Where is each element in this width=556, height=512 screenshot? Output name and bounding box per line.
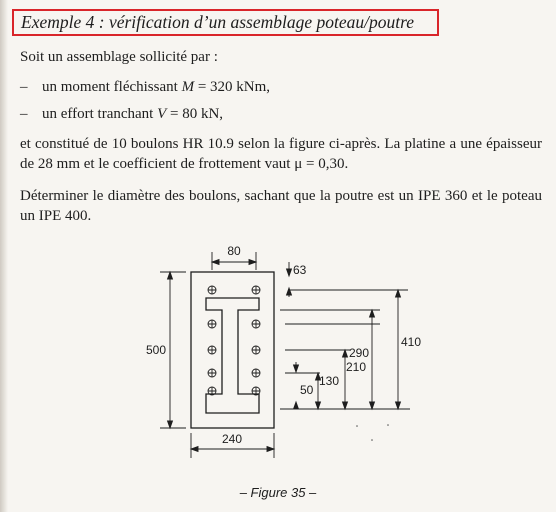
dimension-label-240: 240 bbox=[221, 432, 243, 446]
figure-caption: – Figure 35 – bbox=[239, 485, 317, 500]
paragraph-question: Déterminer le diamètre des boulons, sachant que la poutre est un IPE 360 et le poteau un IPE 400. bbox=[20, 188, 542, 224]
dimension-label-130: 130 bbox=[319, 374, 340, 388]
bolt bbox=[208, 369, 216, 377]
dimension-label-410: 410 bbox=[401, 335, 422, 349]
bolt bbox=[252, 286, 260, 294]
bolt bbox=[252, 369, 260, 377]
dimension-50 bbox=[294, 362, 299, 409]
bullet-value: = 80 kN, bbox=[166, 106, 224, 122]
dimension-label-290: 290 bbox=[348, 346, 369, 360]
dimension-label-50: 50 bbox=[300, 383, 314, 397]
bolt bbox=[252, 320, 260, 328]
dimension-210 bbox=[343, 350, 348, 409]
bullet-dash: – bbox=[20, 79, 28, 95]
bolt bbox=[208, 346, 216, 354]
dimension-label-500: 500 bbox=[145, 343, 166, 357]
bolt bbox=[208, 387, 216, 395]
dimension-290 bbox=[370, 310, 375, 409]
bolt bbox=[252, 387, 260, 395]
dimension-label-210: 210 bbox=[346, 360, 367, 374]
bullet-text: un moment fléchissant bbox=[42, 79, 182, 95]
shear-symbol: V bbox=[157, 106, 167, 122]
scan-specks bbox=[356, 424, 389, 441]
end-plate bbox=[191, 272, 274, 428]
dimension-label-63: 63 bbox=[293, 263, 307, 277]
bullet-dash: – bbox=[20, 106, 28, 122]
bolts bbox=[208, 286, 260, 395]
bolt bbox=[208, 320, 216, 328]
dimension-63 bbox=[287, 262, 292, 297]
bullet-text: un effort tranchant bbox=[42, 106, 158, 122]
dimension-label-80: 80 bbox=[227, 244, 241, 258]
bolt bbox=[252, 346, 260, 354]
bullet-value: = 320 kNm, bbox=[194, 79, 271, 95]
intro-text: Soit un assemblage sollicité par : bbox=[20, 49, 218, 65]
example-title: Exemple 4 : vérification d’un assemblage poteau/poutre bbox=[12, 9, 439, 36]
ipe-section bbox=[206, 298, 259, 413]
paragraph-assembly: et constitué de 10 boulons HR 10.9 selon la figure ci-après. La platine a une épaisseur de 28 mm et le coefficient de frottement vaut μ = 0,30. bbox=[20, 136, 542, 172]
bolt bbox=[208, 286, 216, 294]
moment-symbol: M bbox=[181, 79, 195, 95]
dimension-410 bbox=[396, 290, 401, 409]
